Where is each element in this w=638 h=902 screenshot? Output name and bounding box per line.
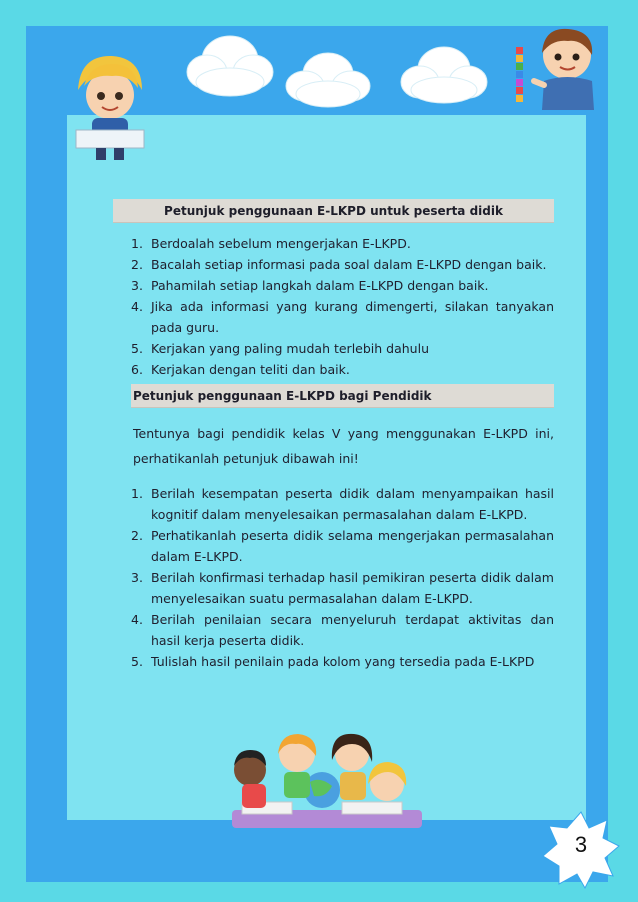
cloud-icon [398,42,490,106]
boy-with-map-icon [70,50,150,165]
student-heading: Petunjuk penggunaan E-LKPD untuk peserta didik [113,199,554,223]
list-item: 2. Bacalah setiap informasi pada soal dalam E-LKPD dengan baik. [131,257,547,272]
page-number: 3 [574,832,588,857]
list-item: 5. Tulislah hasil penilain pada kolom yang tersedia pada E-LKPD [131,654,535,669]
instructions [113,199,554,672]
list-item: 6. Kerjakan dengan teliti dan baik. [131,362,350,377]
teacher-instructions-list [113,483,554,672]
list-item: 3. Berilah konfirmasi terhadap hasil pemikiran peserta didik dalam menyelesaikan suatu permasalahan dalam E-LKPD. [131,570,554,606]
boy-with-blocks-icon [512,25,602,110]
cloud-icon [283,48,373,110]
student-instructions-list [113,233,554,380]
list-item: 1. Berdoalah sebelum mengerjakan E-LKPD. [131,236,411,251]
teacher-heading: Petunjuk penggunaan E-LKPD bagi Pendidik [131,384,554,408]
cloud-icon [183,30,278,100]
children-reading-icon [222,732,432,832]
list-item: 1. Berilah kesempatan peserta didik dalam menyampaikan hasil kognitif dalam menyelesaikan permasalahan dalam E-LKPD. [131,486,554,522]
list-item: 3. Pahamilah setiap langkah dalam E-LKPD dengan baik. [131,278,489,293]
list-item: 4. Berilah penilaian secara menyeluruh terdapat aktivitas dan hasil kerja peserta didik. [131,612,554,648]
list-item: 4. Jika ada informasi yang kurang dimengerti, silakan tanyakan pada guru. [131,299,554,335]
list-item: 2. Perhatikanlah peserta didik selama mengerjakan permasalahan dalam E-LKPD. [131,528,554,564]
list-item: 5. Kerjakan yang paling mudah terlebih dahulu [131,341,429,356]
teacher-intro: Tentunya bagi pendidik kelas V yang menggunakan E-LKPD ini, perhatikanlah petunjuk dibawah ini! [133,426,554,466]
